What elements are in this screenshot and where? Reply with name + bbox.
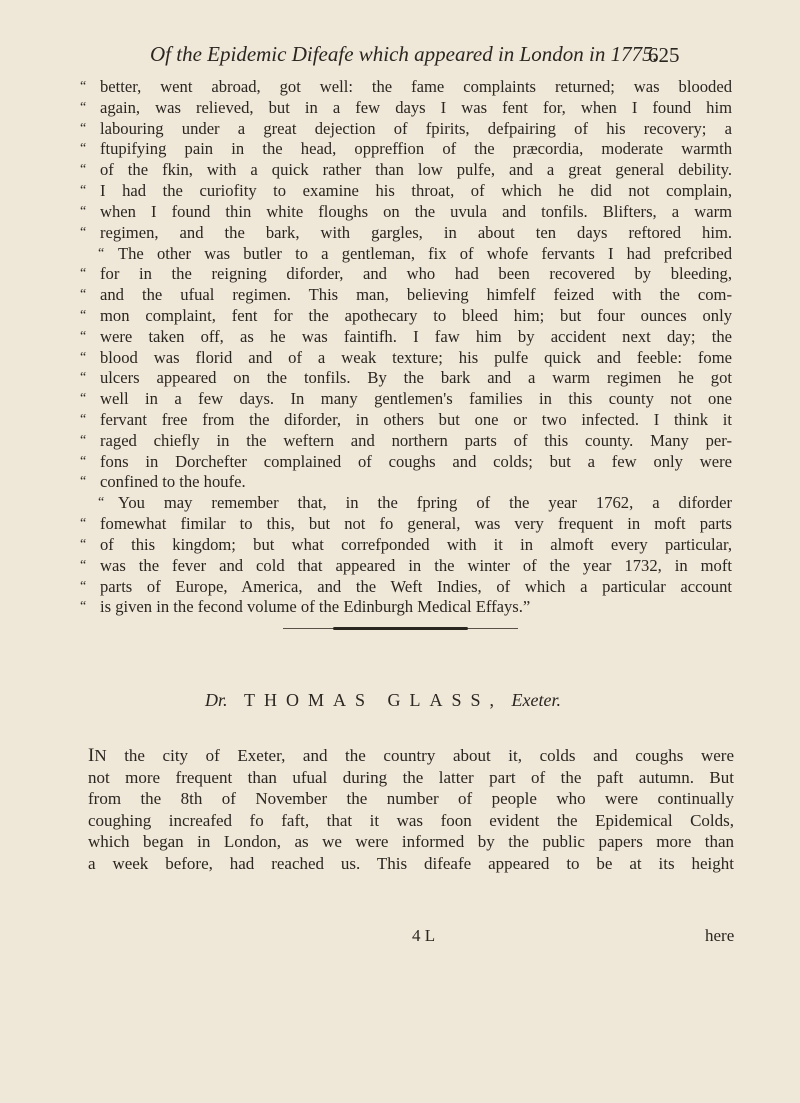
quoted-letter-text	[80, 77, 732, 618]
text-line	[80, 181, 732, 202]
catchword: here	[705, 926, 735, 945]
line-text: fons in Dorchefter complained of coughs and colds; but a few only were	[100, 451, 732, 471]
body-text	[88, 745, 734, 875]
quotation-mark: “	[80, 536, 87, 552]
text-line	[80, 410, 732, 431]
section-divider-rule	[283, 627, 518, 630]
line-text: better, went abroad, got well: the fame complaints returned; was blooded	[100, 77, 732, 96]
text-line	[80, 556, 732, 577]
quotation-mark: “	[98, 245, 105, 261]
heading-author-name: THOMAS GLASS,	[244, 690, 504, 710]
text-line	[80, 202, 732, 223]
quotation-mark: “	[80, 349, 87, 365]
text-line	[80, 535, 732, 556]
text-line	[80, 597, 732, 618]
quotation-mark: “	[80, 79, 87, 94]
line-text: ulcers appeared on the tonfils. By the bark and a warm regimen he got	[100, 368, 732, 388]
text-line	[80, 577, 732, 598]
line-text: was the fever and cold that appeared in the winter of the year 1732, in moft	[100, 555, 732, 575]
text-line	[80, 348, 732, 369]
heading-place: Exeter.	[511, 690, 562, 710]
text-line	[80, 244, 732, 265]
line-text: I had the curiofity to examine his throat, of which he did not complain,	[100, 181, 732, 201]
body-line: not more frequent than ufual during the latter part of the paft autumn. But	[88, 767, 734, 787]
text-line	[80, 223, 732, 244]
line-text: of this kingdom; but what correfponded with it in almoft every particular,	[100, 534, 732, 554]
page-header	[0, 42, 800, 72]
section-heading	[205, 690, 561, 711]
quotation-mark: “	[98, 495, 105, 511]
text-line	[80, 77, 732, 98]
body-line: which began in London, as we were informed by the public papers more than	[88, 832, 734, 852]
line-text: for in the reigning diforder, and who had been recovered by bleeding,	[100, 264, 732, 284]
quotation-mark: “	[80, 370, 87, 386]
quotation-mark: “	[80, 578, 87, 594]
quotation-mark: “	[80, 224, 87, 240]
quotation-mark: “	[80, 557, 87, 573]
text-line	[80, 452, 732, 473]
quotation-mark: “	[80, 203, 87, 219]
signature-mark: 4 L	[412, 926, 436, 945]
divider-thick-line	[333, 627, 468, 630]
text-line	[80, 368, 732, 389]
quotation-mark: “	[80, 432, 87, 448]
text-line	[80, 98, 732, 119]
line-text: and the ufual regimen. This man, believing himfelf feized with the com-	[100, 285, 732, 305]
quotation-mark: “	[80, 287, 87, 303]
quotation-mark: “	[80, 412, 87, 427]
page-number: 625	[648, 43, 680, 67]
text-line	[80, 285, 732, 306]
line-text: blood was florid and of a weak texture; his pulfe quick and feeble: fome	[100, 347, 732, 367]
text-line	[80, 493, 732, 514]
text-line	[80, 327, 732, 348]
text-line	[80, 514, 732, 535]
line-text: well in a few days. In many gentlemen's families in this county not one	[100, 389, 732, 409]
text-line	[80, 160, 732, 181]
quotation-mark: “	[80, 99, 87, 115]
text-line	[80, 306, 732, 327]
line-text: confined to the houfe.	[100, 472, 246, 492]
text-line	[80, 431, 732, 452]
line-text: fomewhat fimilar to this, but not fo general, was very frequent in moft parts	[100, 514, 732, 534]
line-text: mon complaint, fent for the apothecary to bleed him; but four ounces only	[100, 305, 732, 325]
line-text: raged chiefly in the weftern and northern parts of this county. Many per-	[100, 430, 732, 450]
quotation-mark: “	[80, 120, 87, 136]
line-text: parts of Europe, America, and the Weft Indies, of which a particular account	[100, 576, 732, 596]
line-text: again, was relieved, but in a few days I was fent for, when I found him	[100, 97, 732, 117]
line-text: labouring under a great dejection of fpirits, defpairing of his recovery; a	[100, 118, 732, 138]
quotation-mark: “	[80, 474, 87, 490]
body-line: IN the city of Exeter, and the country about it, colds and coughs were	[88, 745, 734, 766]
running-title: Of the Epidemic Difeafe which appeared in London in 1775.	[150, 42, 658, 66]
quotation-mark: “	[80, 183, 87, 199]
text-line	[80, 264, 732, 285]
page-footer	[0, 926, 800, 948]
quotation-mark: “	[80, 599, 87, 615]
quotation-mark: “	[80, 453, 87, 469]
text-line	[80, 472, 732, 493]
line-text: You may remember that, in the fpring of the year 1762, a diforder	[118, 493, 732, 513]
text-line	[80, 139, 732, 160]
body-line: coughing increafed fo faft, that it was foon evident the Epidemical Colds,	[88, 810, 734, 830]
line-text: regimen, and the bark, with gargles, in about ten days reftored him.	[100, 222, 732, 242]
text-line	[80, 119, 732, 140]
quotation-mark: “	[80, 516, 87, 532]
quotation-mark: “	[80, 141, 87, 157]
line-text: is given in the fecond volume of the Edinburgh Medical Effays.”	[100, 597, 531, 617]
text-line	[80, 389, 732, 410]
quotation-mark: “	[80, 328, 87, 344]
line-text: of the fkin, with a quick rather than low pulfe, and a great general debility.	[100, 160, 732, 180]
line-text: The other was butler to a gentleman, fix of whofe fervants I had prefcribed	[118, 243, 732, 263]
quotation-mark: “	[80, 266, 87, 282]
line-text: fervant free from the diforder, in others but one or two infected. I think it	[100, 410, 732, 429]
body-line: a week before, had reached us. This difeafe appeared to be at its height	[88, 853, 734, 873]
line-text: when I found thin white floughs on the uvula and tonfils. Blifters, a warm	[100, 201, 732, 221]
heading-title-prefix: Dr.	[205, 690, 228, 710]
body-line: from the 8th of November the number of people who were continually	[88, 789, 734, 809]
quotation-mark: “	[80, 307, 87, 323]
line-text: were taken off, as he was faintifh. I faw him by accident next day; the	[100, 326, 732, 346]
line-text: ftupifying pain in the head, oppreffion of the præcordia, moderate warmth	[100, 139, 732, 159]
quotation-mark: “	[80, 162, 87, 178]
quotation-mark: “	[80, 391, 87, 407]
